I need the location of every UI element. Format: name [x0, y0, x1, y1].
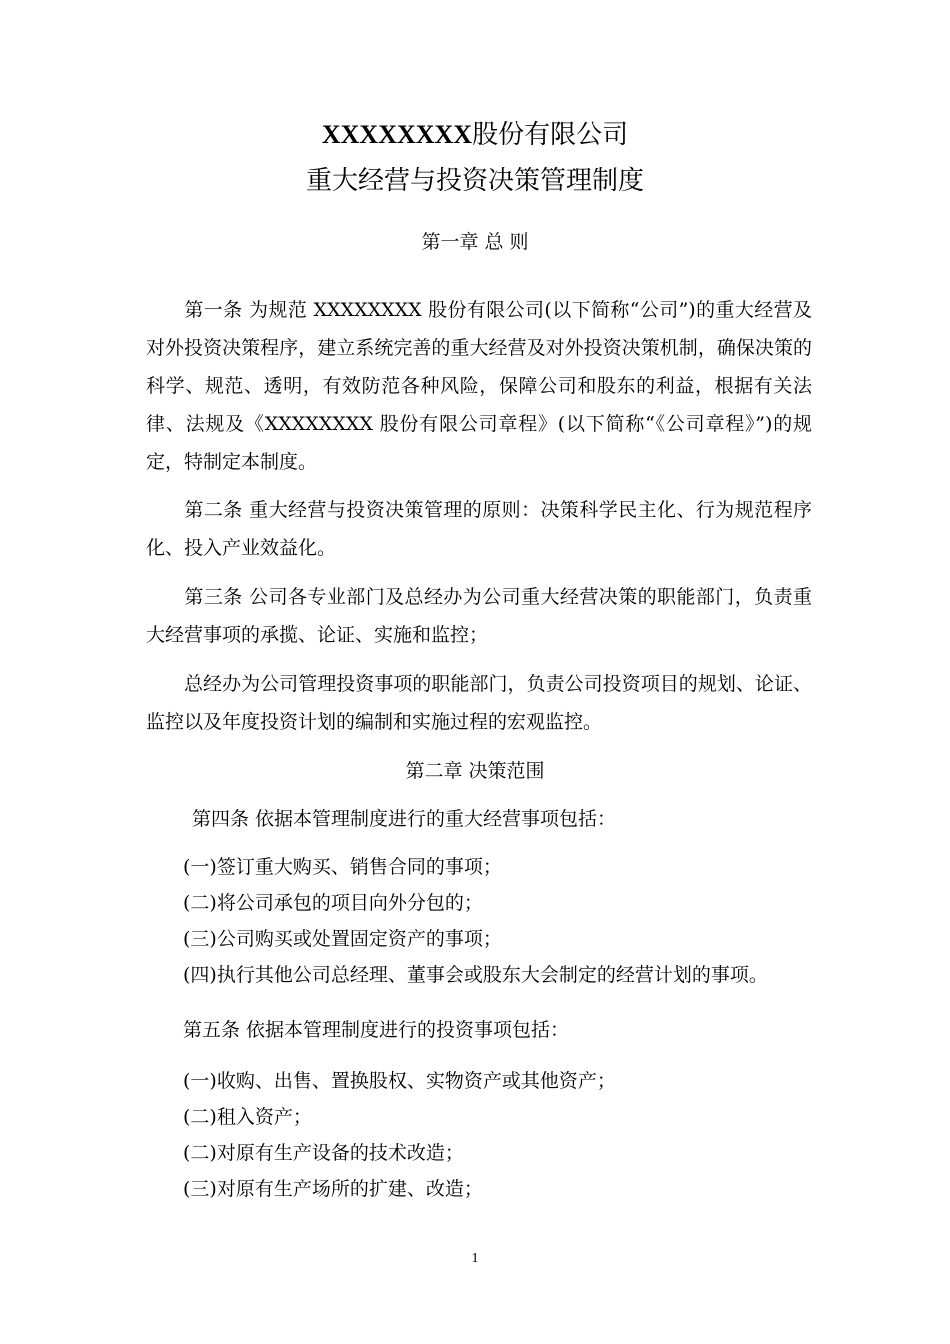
chapter-heading-1: 第一章 总 则	[421, 231, 529, 253]
article-3-text: 第三条 公司各专业部门及总经办为公司重大经营决策的职能部门，负责重大经营事项的承揽、论证、实施和监控；	[146, 586, 812, 646]
list-item: (二)租入资产；	[183, 1106, 312, 1128]
article-5: 第五条 依据本管理制度进行的投资事项包括：	[183, 1019, 570, 1041]
article-2	[146, 491, 812, 567]
chapter-heading-2: 第二章 决策范围	[405, 760, 545, 782]
list-item: (三)对原有生产场所的扩建、改造；	[183, 1178, 483, 1200]
list-item: (三)公司购买或处置固定资产的事项；	[183, 928, 502, 950]
article-3-continued	[146, 665, 812, 741]
company-code: XXXXXXXX	[321, 120, 473, 149]
article-1	[146, 291, 812, 481]
article-4: 第四条 依据本管理制度进行的重大经营事项包括：	[192, 808, 617, 830]
article-3	[146, 578, 812, 654]
list-item: (一)收购、出售、置换股权、实物资产或其他资产；	[183, 1070, 616, 1092]
page-number: 1	[471, 1251, 479, 1266]
article-1-text: 第一条 为规范 XXXXXXXX 股份有限公司(以下简称“公司”)的重大经营及对外投资决策程序，建立系统完善的重大经营及对外投资决策机制，确保决策的科学、规范、透明，有效防范各种风险，保障公司和股东的利益，根据有关法律、法规及《XXXXXXXX 股份有限公司章程》(以下简称“《公司章程》”)的规定，特制定本制度。	[146, 299, 812, 473]
document-title	[0, 116, 950, 154]
article-2-text: 第二条 重大经营与投资决策管理的原则：决策科学民主化、行为规范程序化、投入产业效益化。	[146, 499, 812, 559]
list-item: (二)将公司承包的项目向外分包的；	[183, 892, 483, 914]
article-4-list	[183, 854, 823, 998]
article-3-continued-text: 总经办为公司管理投资事项的职能部门，负责公司投资项目的规划、论证、监控以及年度投资计划的编制和实施过程的宏观监控。	[146, 673, 812, 733]
document-subtitle: 重大经营与投资决策管理制度	[305, 166, 644, 196]
article-5-list	[183, 1068, 823, 1212]
list-item: (一)签订重大购买、销售合同的事项；	[183, 856, 502, 878]
company-suffix: 股份有限公司	[472, 120, 629, 150]
list-item: (二)对原有生产设备的技术改造；	[183, 1142, 464, 1164]
list-item: (四)执行其他公司总经理、董事会或股东大会制定的经营计划的事项。	[183, 964, 768, 986]
